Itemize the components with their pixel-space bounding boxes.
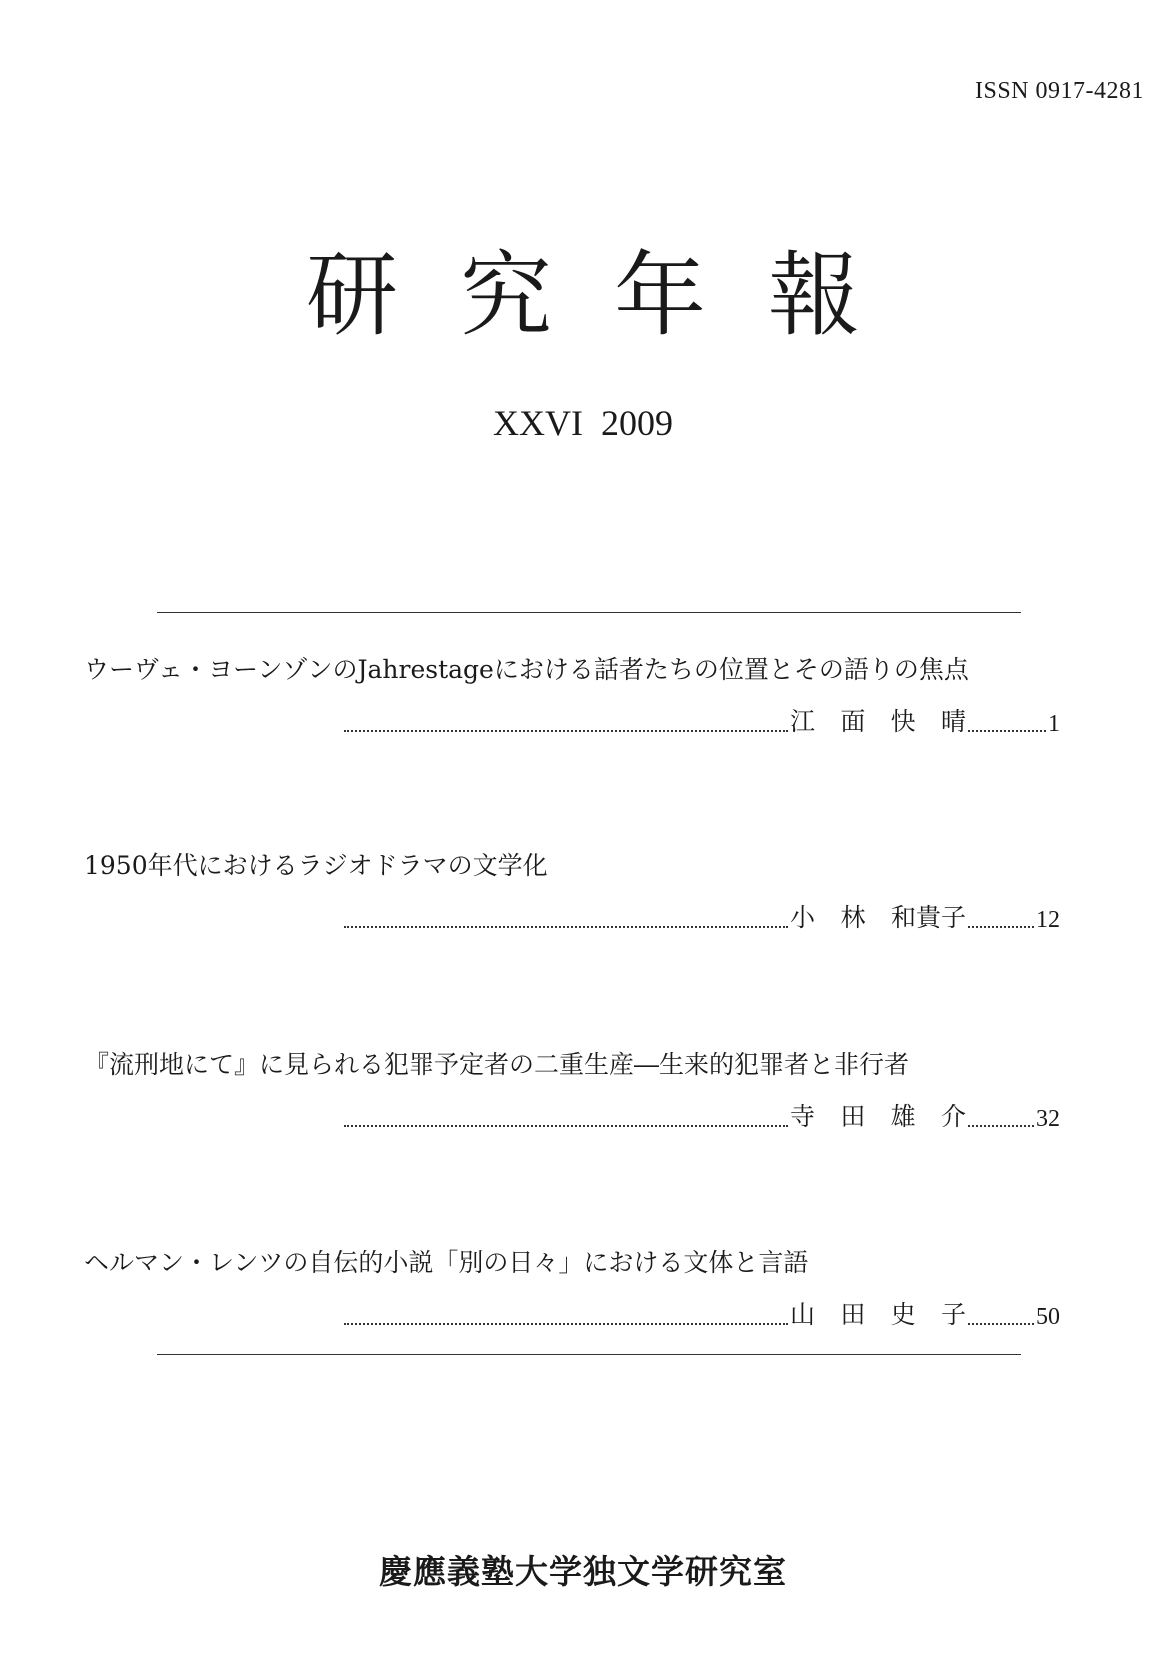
article-author: 江 面 快 晴 [790,707,966,736]
dot-leader [968,1125,1034,1127]
dot-leader [344,1323,788,1325]
article-byline [344,1295,1060,1331]
article-author: 寺 田 雄 介 [790,1102,966,1131]
article-title: ヘルマン・レンツの自伝的小説「別の日々」における文体と言語 [84,1248,809,1277]
page-number: 32 [1036,1106,1060,1132]
article-title: 1950年代におけるラジオドラマの文学化 [84,851,548,880]
top-divider [157,612,1021,613]
issn-number: ISSN 0917-4281 [974,78,1144,104]
article-title: ウーヴェ・ヨーンゾンのJahrestageにおける話者たちの位置とその語りの焦点 [84,655,969,684]
publisher-name: 慶應義塾大学独文学研究室 [379,1552,787,1591]
dot-leader [344,730,788,732]
page-number: 50 [1036,1304,1060,1330]
page-number: 12 [1036,907,1060,933]
page-number: 1 [1048,711,1060,737]
dot-leader [968,730,1046,732]
volume-year: XXVI 2009 [493,403,673,443]
article-byline [344,898,1060,934]
article-author: 山 田 史 子 [790,1300,966,1329]
article-author: 小 林 和貴子 [790,903,966,932]
article-byline [344,1097,1060,1133]
dot-leader [968,1323,1034,1325]
dot-leader [344,1125,788,1127]
bottom-divider [157,1354,1021,1355]
journal-title: 研究年報 [305,242,922,349]
article-byline [344,702,1060,738]
article-title: 『流刑地にて』に見られる犯罪予定者の二重生産―生来的犯罪者と非行者 [84,1050,910,1079]
dot-leader [968,926,1034,928]
dot-leader [344,926,788,928]
